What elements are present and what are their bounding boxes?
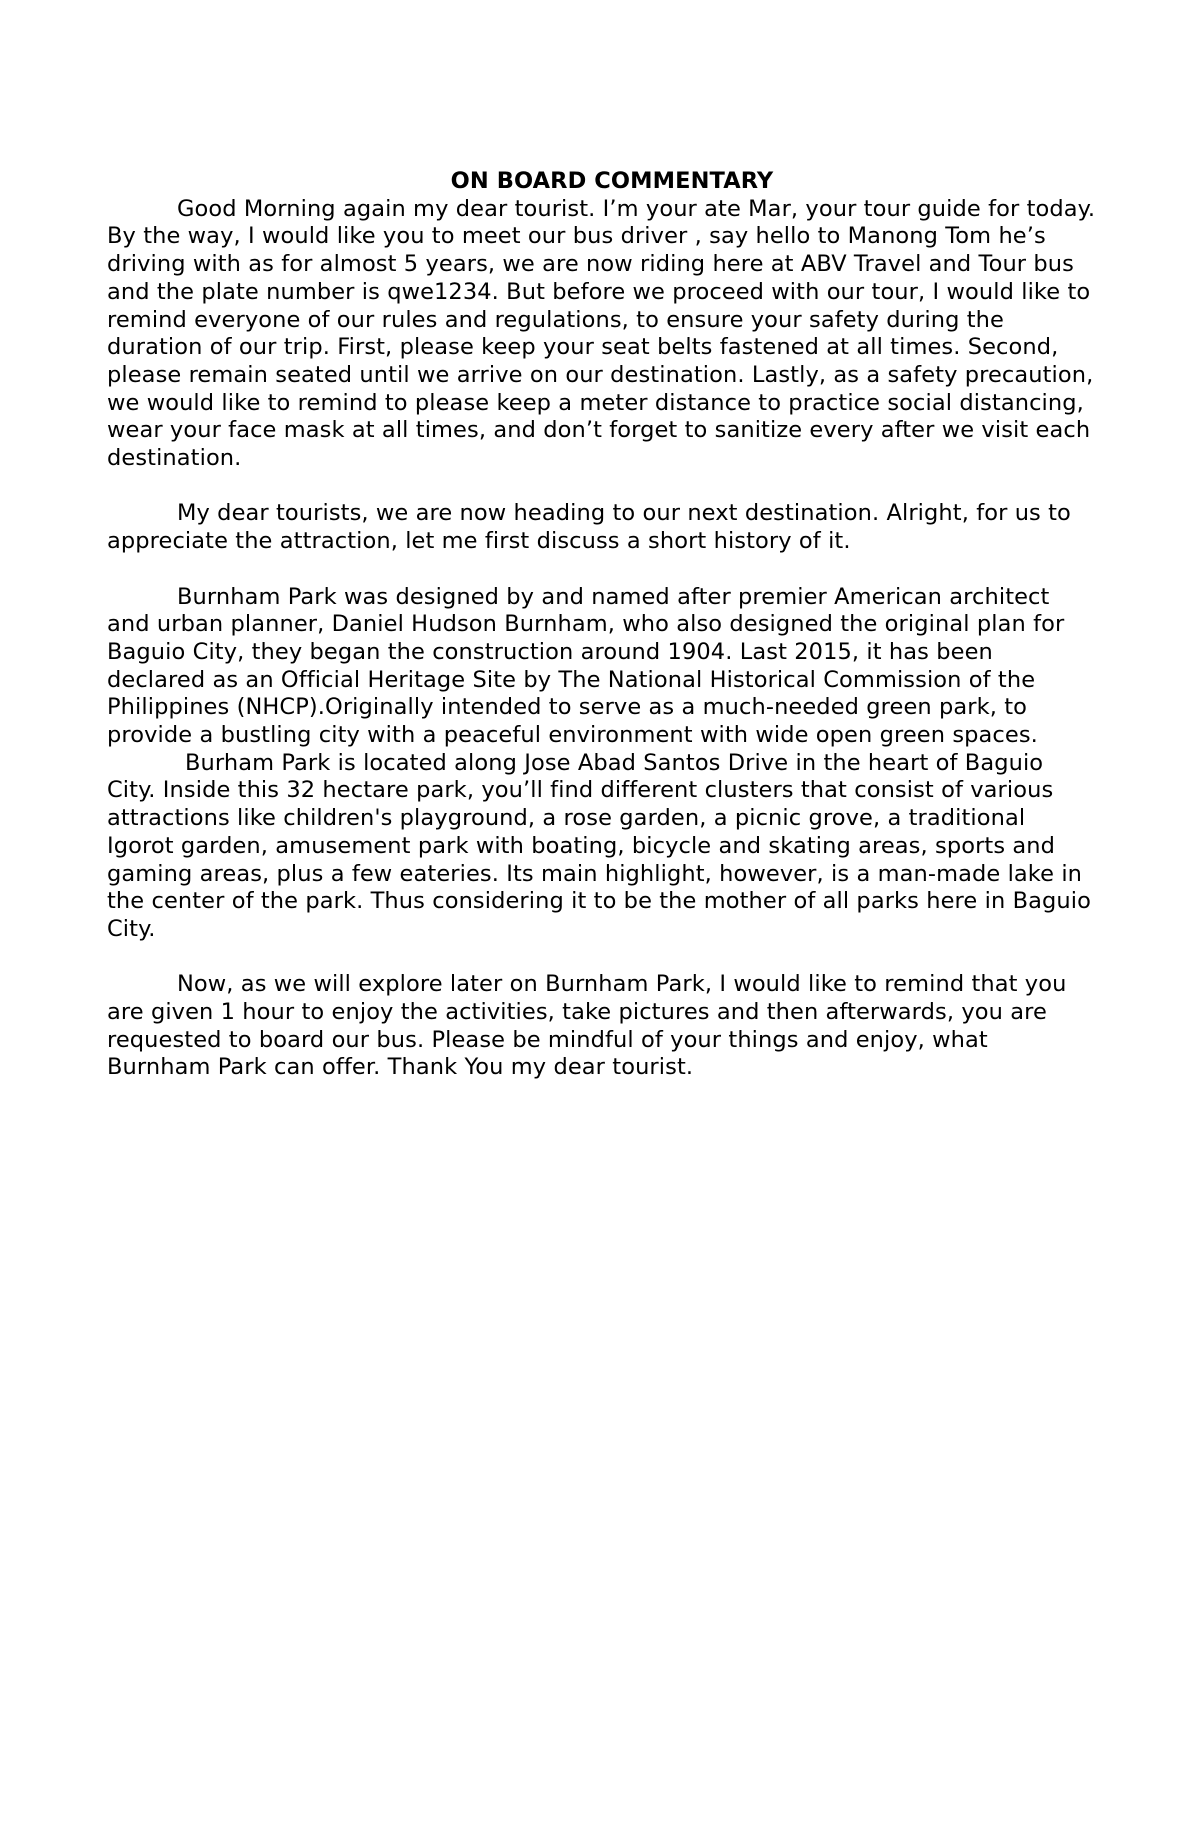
document-title: ON BOARD COMMENTARY xyxy=(450,168,774,194)
document-body xyxy=(107,168,1097,1082)
paragraph-welcome: Good Morning again my dear tourist. I’m your ate Mar, your tour guide for today. By the way, I would like you to meet our bus driver , say hello to Manong Tom he’s driving with as for almost 5 years, we are now riding here at ABV Travel and Tour bus and the plate number is qwe1234. But before we proceed with our tour, I would like to remind everyone of our rules and regulations, to ensure your safety during the duration of our trip. First, please keep your seat belts fastened at all times. Second, please remain seated until we arrive on our destination. Lastly, as a safety precaution, we would like to remind to please keep a meter distance to practice social distancing, wear your face mask at all times, and don’t forget to sanitize every after we visit each destination. xyxy=(107,195,1096,472)
paragraph-burnham-location: Burham Park is located along Jose Abad Santos Drive in the heart of Baguio City. Inside this 32 hectare park, you’ll find different clusters that consist of various attractions like children's playground, a rose garden, a picnic grove, a traditional Igorot garden, amusement park with boating, bicycle and skating areas, sports and gaming areas, plus a few eateries. Its main highlight, however, is a man-made lake in the center of the park. Thus considering it to be the mother of all parks here in Baguio City. xyxy=(107,749,1091,942)
paragraph-closing-reminder: Now, as we will explore later on Burnham Park, I would like to remind that you are given 1 hour to enjoy the activities, take pictures and then afterwards, you are requested to board our bus. Please be mindful of your things and enjoy, what Burnham Park can offer. Thank You my dear tourist. xyxy=(107,971,1067,1081)
paragraph-next-destination: My dear tourists, we are now heading to our next destination. Alright, for us to appreciate the attraction, let me first discuss a short history of it. xyxy=(107,500,1071,555)
paragraph-burnham-history: Burnham Park was designed by and named after premier American architect and urban planner, Daniel Hudson Burnham, who also designed the original plan for Baguio City, they began the construction around 1904. Last 2015, it has been declared as an Official Heritage Site by The National Historical Commission of the Philippines (NHCP).Originally intended to serve as a much-needed green park, to provide a bustling city with a peaceful environment with wide open green spaces. xyxy=(107,583,1065,749)
